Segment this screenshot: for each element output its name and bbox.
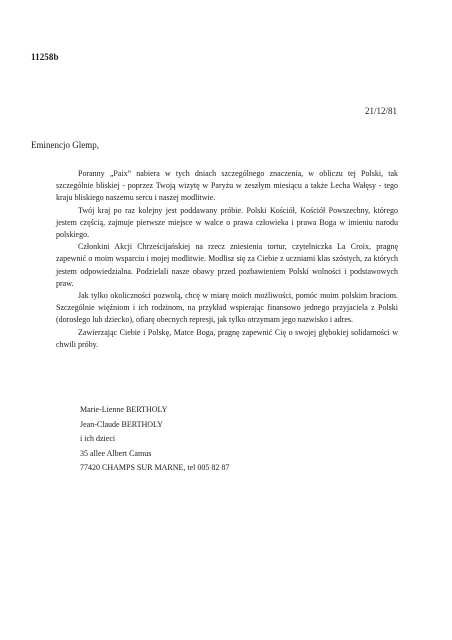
paragraph: Twój kraj po raz kolejny jest poddawany próbie. Polski Kościół, Kościół Powszechny, którego jestem częścią, zajmuje pierwsze miejsce w walce o prawa człowieka i prawa Boga w imieniu narodu polskiego. <box>56 205 398 240</box>
paragraph: Poranny „Paix” nabiera w tych dniach szczególnego znaczenia, w obliczu tej Polski, tak szczególnie bliskiej - poprzez Twoją wizytę w Paryżu w zeszłym miesiącu a także Lecha Wałęsy - tego kraju bliskiego naszemu sercu i naszej modlitwie. <box>56 169 398 203</box>
document-reference: 11258b <box>31 52 59 62</box>
letter-body <box>56 168 398 351</box>
signature-block <box>80 403 229 476</box>
signature-line: Jean-Claude BERTHOLY <box>80 419 163 429</box>
signature-line: i ich dzieci <box>80 434 116 444</box>
letter-date: 21/12/81 <box>364 106 397 116</box>
paragraph: Zawierzając Ciebie i Polskę, Matce Boga, pragnę zapewnić Cię o swojej głębokiej solidarności w chwili próby. <box>56 327 398 349</box>
signature-line: Marie-Lienne BERTHOLY <box>80 405 168 414</box>
salutation: Eminencjo Glemp, <box>31 140 99 150</box>
paragraph: Jak tylko okoliczności pozwolą, chcę w miarę moich możliwości, pomóc moim polskim braciom. Szczególnie więźniom i ich rodzinom, na przykład wspierając finansowo jednego przyjaciela z Polski (dorosłego lub dziecko), ofiarę obecnych represji, jak tylko otrzymam jego nazwisko i adres. <box>56 291 398 325</box>
signature-line: 35 allee Albert Camus <box>80 448 152 458</box>
paragraph: Członkini Akcji Chrześcijańskiej na rzecz zniesienia tortur, czytelniczka La Croix, pragnę zapewnić o moim wsparciu i mojej modlitwie. Modlisz się za Ciebie z uczniami klas szóstych, za których jestem odpowiedzialna. Podzielali nasze obawy przed pozbawieniem Polski wolności i podstawowych praw. <box>56 242 398 288</box>
signature-line: 77420 CHAMPS SUR MARNE, tel 005 82 87 <box>80 463 230 473</box>
